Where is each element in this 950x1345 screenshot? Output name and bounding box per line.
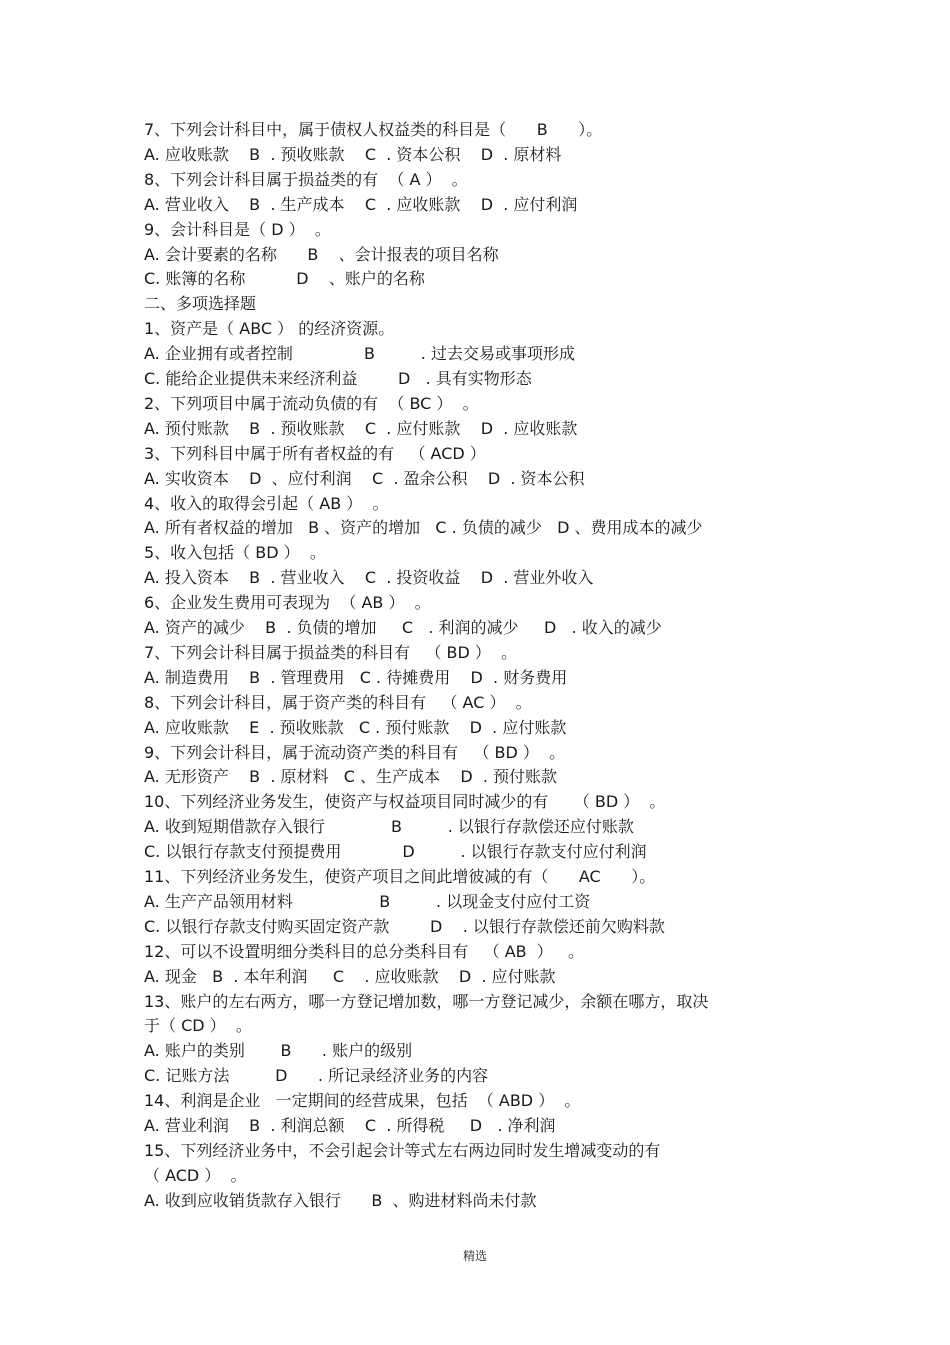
text-line: 于（ CD ） 。 [144,1016,252,1035]
text-line: 7、下列会计科目属于损益类的科目有 （ BD ） 。 [144,643,518,662]
text-line: A. 账户的类别 B . 账户的级别 [144,1041,413,1060]
text-line: A. 制造费用 B . 管理费用 C . 待摊费用 D . 财务费用 [144,668,568,687]
text-line: C. 账簿的名称 D 、账户的名称 [144,269,425,288]
text-line: A. 预付账款 B . 预收账款 C . 应付账款 D . 应收账款 [144,419,578,438]
text-line: 2、下列项目中属于流动负债的有 （ BC ） 。 [144,394,479,413]
text-line: A. 收到应收销货款存入银行 B 、购进材料尚未付款 [144,1191,537,1210]
text-line: 6、企业发生费用可表现为 （ AB ） 。 [144,593,431,612]
text-line: 14、利润是企业 一定期间的经营成果，包括 （ ABD ） 。 [144,1091,581,1110]
text-line: A. 投入资本 B . 营业收入 C . 投资收益 D . 营业外收入 [144,568,594,587]
text-line: （ ACD ） 。 [144,1166,247,1185]
text-line: A. 资产的减少 B . 负债的增加 C . 利润的减少 D . 收入的减少 [144,618,662,637]
text-line: A. 营业利润 B . 利润总额 C . 所得税 D . 净利润 [144,1116,556,1135]
text-line: A. 实收资本 D 、应付利润 C . 盈余公积 D . 资本公积 [144,469,585,488]
text-line: 3、下列科目中属于所有者权益的有 （ ACD ） [144,444,486,463]
text-line: 9、下列会计科目，属于流动资产类的科目有 （ BD ） 。 [144,743,566,762]
text-line: A. 现金 B . 本年利润 C . 应收账款 D . 应付账款 [144,967,556,986]
text-line: 1、资产是（ ABC ） 的经济资源。 [144,319,395,338]
text-line: C. 以银行存款支付购买固定资产款 D . 以银行存款偿还前欠购料款 [144,917,665,936]
text-line: 11、下列经济业务发生，使资产项目之间此增彼减的有（ AC ）。 [144,867,656,886]
text-line: A. 无形资产 B . 原材料 C 、生产成本 D . 预付账款 [144,767,558,786]
text-line: 8、下列会计科目，属于资产类的科目有 （ AC ） 。 [144,693,532,712]
text-line: A. 企业拥有或者控制 B . 过去交易或事项形成 [144,344,575,363]
text-line: 4、收入的取得会引起（ AB ） 。 [144,494,389,513]
text-line: A. 营业收入 B . 生产成本 C . 应收账款 D . 应付利润 [144,195,578,214]
text-line: 二、多项选择题 [144,294,257,313]
text-line: 5、收入包括（ BD ） 。 [144,543,326,562]
text-line: 9、会计科目是（ D ） 。 [144,220,331,239]
text-line: 10、下列经济业务发生，使资产与权益项目同时减少的有 （ BD ） 。 [144,792,666,811]
text-line: A. 应收账款 E . 预收账款 C . 预付账款 D . 应付账款 [144,718,567,737]
text-line: A. 生产产品领用材料 B . 以现金支付应付工资 [144,892,591,911]
text-line: A. 收到短期借款存入银行 B . 以银行存款偿还应付账款 [144,817,634,836]
text-line: A. 所有者权益的增加 B 、资产的增加 C . 负债的减少 D 、费用成本的减少 [144,518,703,537]
text-line: C. 以银行存款支付预提费用 D . 以银行存款支付应付利润 [144,842,647,861]
text-line: C. 记账方法 D . 所记录经济业务的内容 [144,1066,489,1085]
text-line: 8、下列会计科目属于损益类的有 （ A ） 。 [144,170,468,189]
text-line: 7、下列会计科目中，属于债权人权益类的科目是（ B ）。 [144,120,603,139]
text-line: A. 会计要素的名称 B 、会计报表的项目名称 [144,245,499,264]
page-footer: 精选 [462,1249,487,1263]
text-line: 12、可以不设置明细分类科目的总分类科目有 （ AB ） 。 [144,942,585,961]
text-line: 13、账户的左右两方，哪一方登记增加数，哪一方登记减少，余额在哪方，取决 [144,992,709,1011]
text-line: A. 应收账款 B . 预收账款 C . 资本公积 D . 原材料 [144,145,562,164]
text-line: 15、下列经济业务中，不会引起会计等式左右两边同时发生增减变动的有 [144,1141,661,1160]
text-line: C. 能给企业提供未来经济利益 D . 具有实物形态 [144,369,532,388]
